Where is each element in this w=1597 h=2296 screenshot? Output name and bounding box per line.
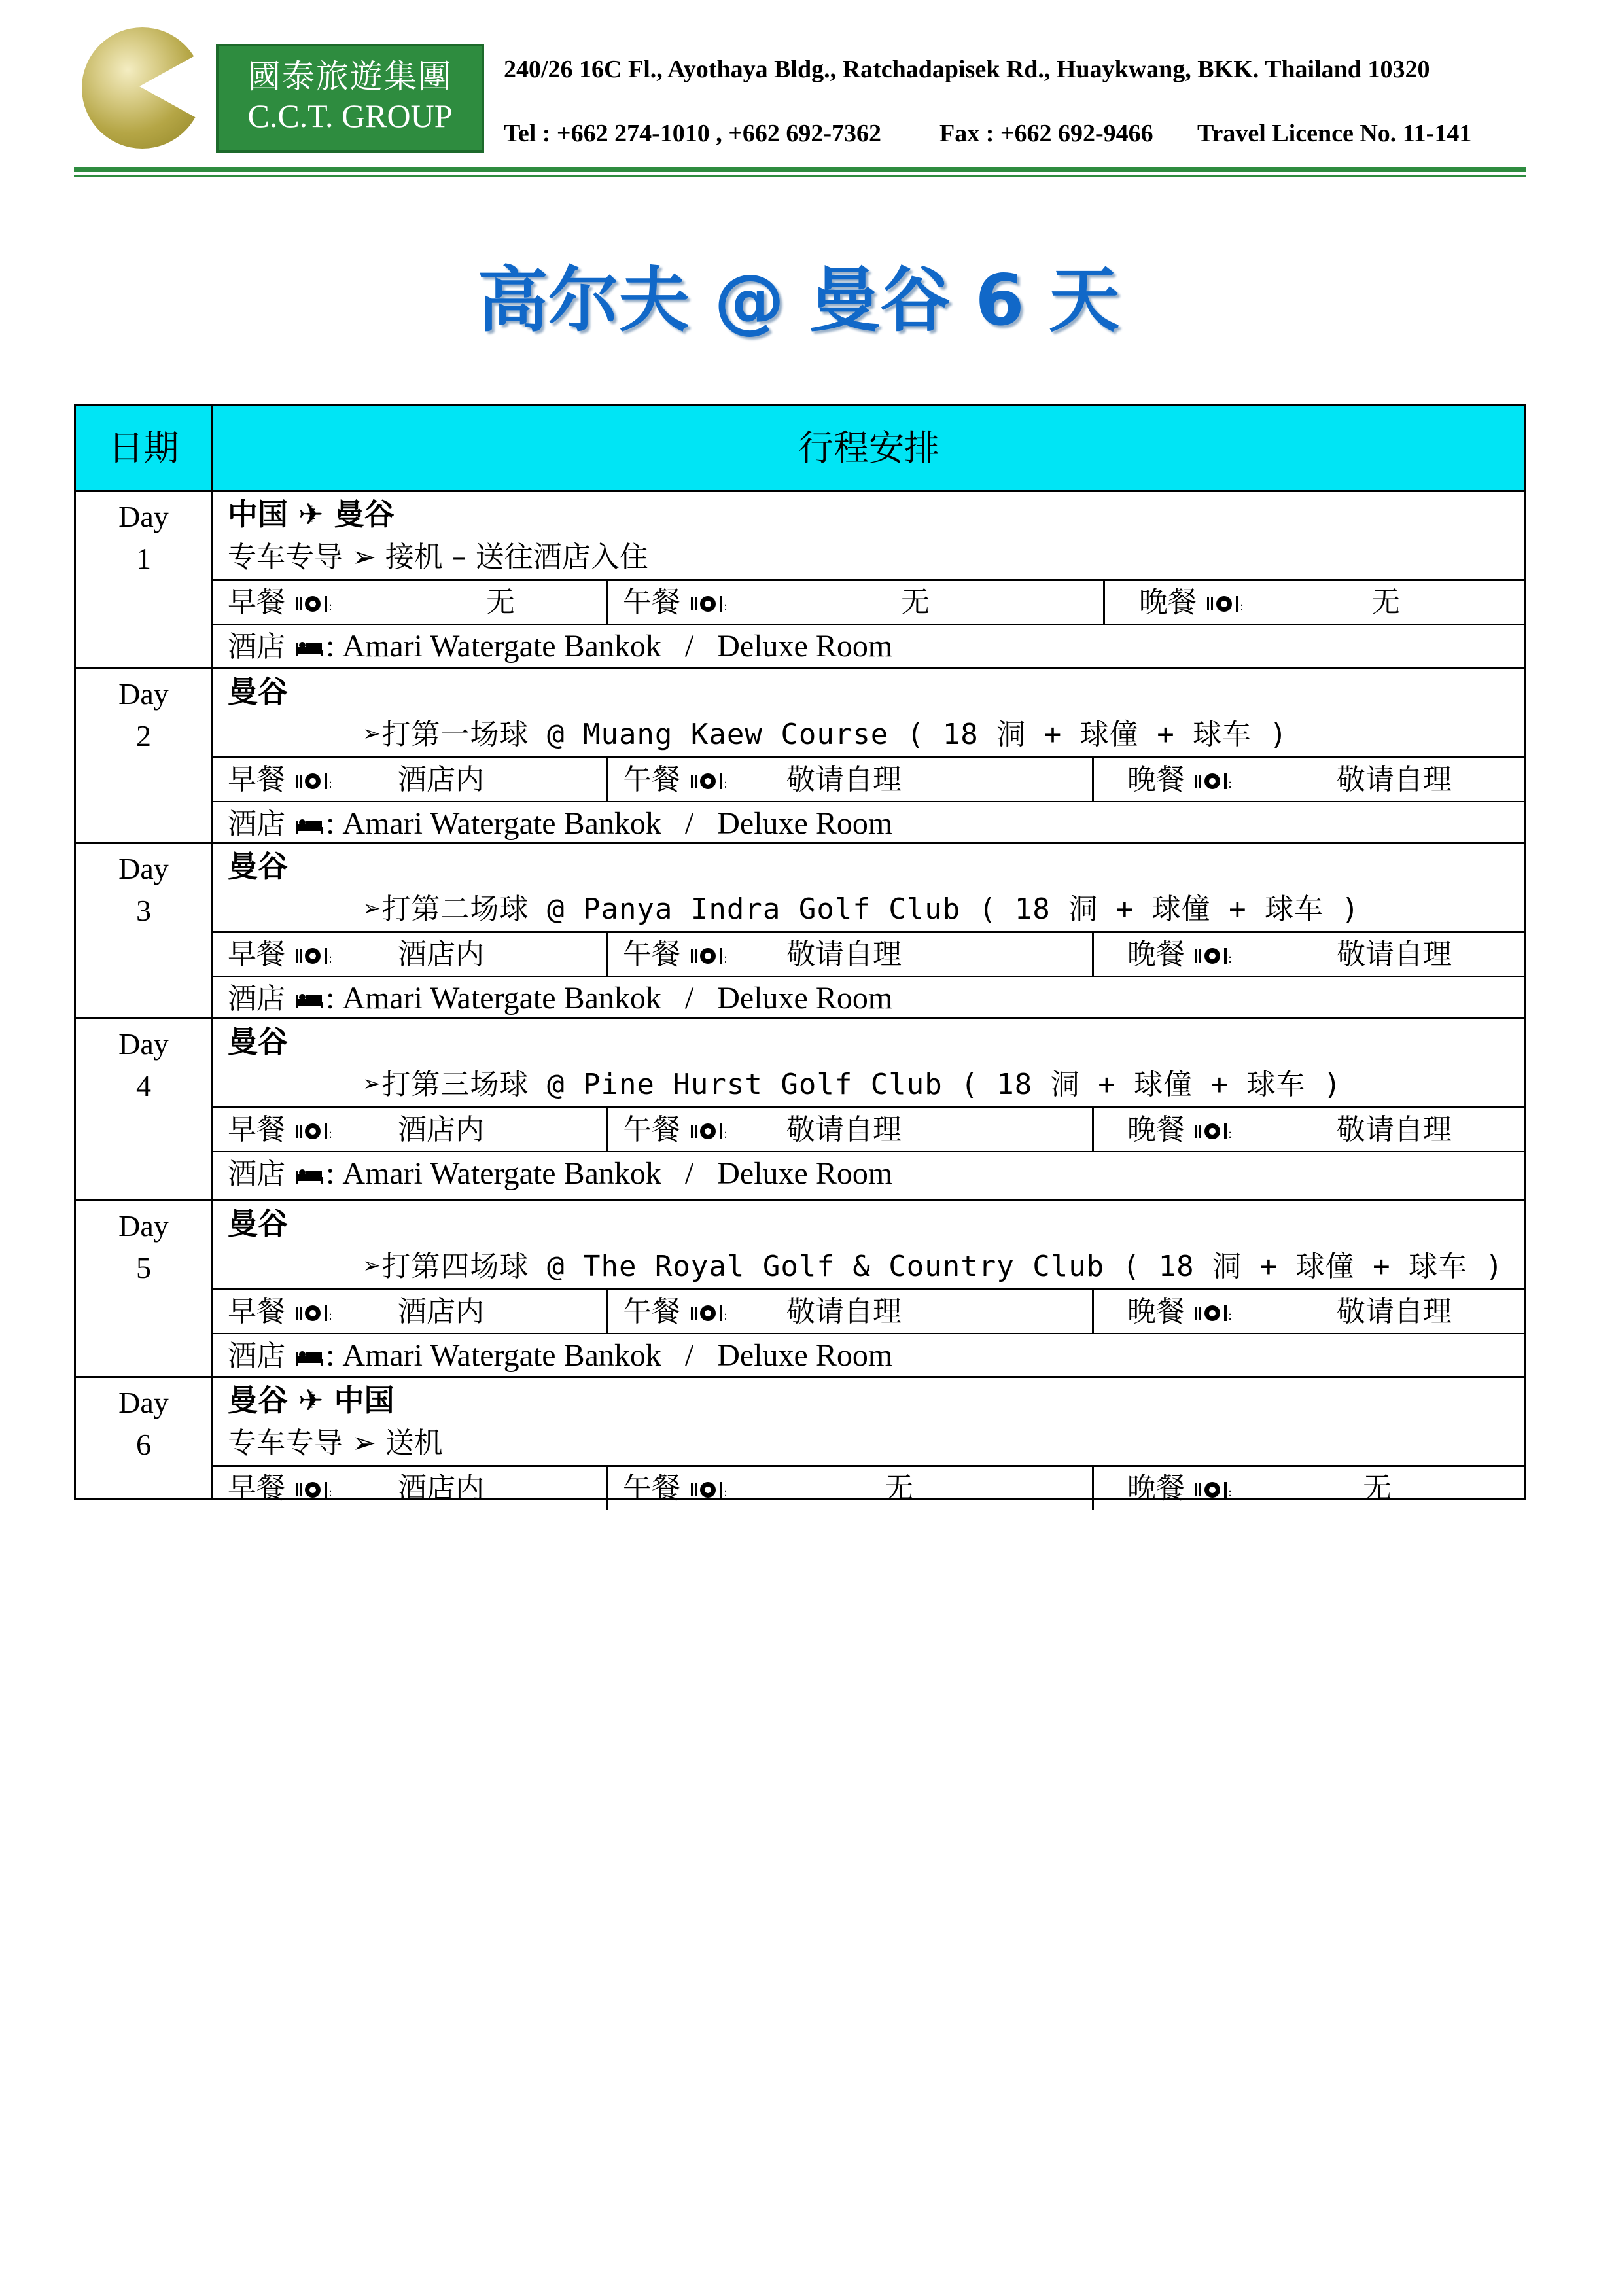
svg-text::: : [724,600,728,614]
hotel-line [228,977,892,1021]
meal-row-divider [213,756,1524,758]
day-row [76,842,1524,1017]
svg-text::: : [724,777,728,791]
meal-dinner [1127,1291,1520,1333]
meal-breakfast [228,934,620,976]
meal-icon [1194,1303,1231,1324]
meal-column-divider [1092,931,1094,976]
spacer [1185,1295,1194,1328]
meal-column-divider [1092,1288,1094,1333]
meal-breakfast-label: 早餐 [228,586,285,619]
meal-breakfast-label: 早餐 [228,938,285,971]
day-route: 曼谷 ✈ 中国 [228,1383,395,1418]
row-divider [76,1199,1524,1201]
spacer [285,630,294,663]
meal-dinner [1127,1468,1520,1510]
day-number: 5 [136,1251,151,1284]
day-row [76,1199,1524,1376]
meal-column-divider [1092,1106,1094,1151]
meal-dinner-label: 晚餐 [1127,1295,1185,1328]
meal-dinner-label: 晚餐 [1127,1472,1185,1505]
meal-breakfast [228,759,620,801]
meal-lunch [623,934,1015,976]
company-telephone: Tel : +662 274-1010 , +662 692-7362 [504,120,882,147]
meal-dinner-label: 晚餐 [1127,938,1185,971]
spacer [285,938,294,971]
meal-lunch-label: 午餐 [623,1113,680,1146]
meal-icon [1194,945,1231,966]
spacer [285,1157,294,1191]
hotel-line [228,625,892,669]
day-route: 曼谷 [228,674,288,709]
meal-dinner-label: 晚餐 [1127,763,1185,796]
meal-breakfast-value: 酒店内 [398,1472,484,1505]
spacer [1185,938,1194,971]
svg-text::: : [724,1127,728,1141]
hotel-label: 酒店 [228,982,285,1016]
meal-icon [1194,771,1231,792]
spacer [680,1113,690,1146]
meal-column-divider [1092,756,1094,801]
spacer [285,1113,294,1146]
meal-breakfast-value: 酒店内 [398,1295,484,1328]
row-divider [76,1376,1524,1378]
logo-badge [216,44,484,153]
svg-text::: : [724,1309,728,1323]
meal-lunch-value: 无 [901,586,930,619]
meal-lunch [623,1109,1015,1151]
bed-icon [294,990,326,1011]
meal-dinner-value: 敬请自理 [1337,1113,1452,1146]
meal-row-divider [213,1288,1524,1290]
svg-text::: : [1228,952,1233,966]
day-label: Day [118,500,169,533]
meal-dinner [1127,1109,1520,1151]
meal-row-divider [213,579,1524,581]
meal-lunch [623,759,1015,801]
meal-icon [690,1303,726,1324]
meal-breakfast-label: 早餐 [228,1472,285,1505]
hotel-name: : Amari Watergate Bankok / Deluxe Room [326,1156,893,1191]
day-row [76,667,1524,842]
spacer [285,1295,294,1328]
spacer [285,586,294,619]
spacer [680,586,690,619]
meal-lunch-value: 敬请自理 [786,763,902,796]
meal-breakfast-value: 酒店内 [398,763,484,796]
meal-icon [1194,1121,1231,1142]
meal-breakfast-label: 早餐 [228,1295,285,1328]
day-activity: 专车专导 ➢ 接机 – 送往酒店入住 [228,540,648,574]
meal-dinner-value: 敬请自理 [1337,938,1452,971]
day-activity: ➢打第四场球 @ The Royal Golf & Country Club ( 18 洞 + 球僮 + 球车 ) [364,1250,1504,1283]
row-divider [76,1017,1524,1019]
day-route: 曼谷 [228,1024,288,1059]
hotel-name: : Amari Watergate Bankok / Deluxe Room [326,981,893,1016]
meal-icon [294,771,331,792]
logo-chinese-name: 國泰旅遊集團 [248,58,452,96]
meal-dinner-label: 晚餐 [1127,1113,1185,1146]
row-divider [76,667,1524,669]
spacer [680,1295,690,1328]
hotel-label: 酒店 [228,1339,285,1373]
svg-text::: : [328,1127,333,1141]
spacer [1197,586,1206,619]
page-title: 高尔夫 @ 曼谷 6 天 [477,260,1120,342]
bed-icon [294,815,326,836]
logo-emblem-notch [139,48,208,124]
day-number: 1 [136,542,151,575]
spacer [1185,1472,1194,1505]
meal-dinner-value: 敬请自理 [1337,763,1452,796]
meal-lunch-label: 午餐 [623,938,680,971]
spacer [1185,763,1194,796]
meal-lunch-label: 午餐 [623,763,680,796]
hotel-name: : Amari Watergate Bankok / Deluxe Room [326,629,893,663]
svg-text::: : [724,952,728,966]
meal-icon [294,1121,331,1142]
spacer [285,1339,294,1373]
svg-text::: : [1228,1309,1233,1323]
header-itinerary: 行程安排 [798,427,939,468]
meal-icon [1206,593,1242,614]
meal-breakfast [228,1291,620,1333]
meal-lunch-value: 敬请自理 [786,1113,902,1146]
company-fax: Fax : +662 692-9466 [939,120,1153,147]
meal-breakfast [228,1109,620,1151]
meal-lunch-label: 午餐 [623,586,680,619]
meal-lunch [623,1291,1015,1333]
svg-text::: : [1228,1486,1233,1500]
day-route: 曼谷 [228,849,288,884]
day-number: 6 [136,1428,151,1461]
meal-dinner [1127,759,1520,801]
meal-breakfast [228,582,620,624]
spacer [680,938,690,971]
spacer [285,1472,294,1505]
day-activity: ➢打第一场球 @ Muang Kaew Course ( 18 洞 + 球僮 + 球车 ) [364,718,1288,751]
row-divider [76,842,1524,844]
meal-icon [690,945,726,966]
svg-text::: : [328,1309,333,1323]
spacer [285,763,294,796]
travel-licence: Travel Licence No. 11-141 [1197,120,1472,147]
itinerary-table [74,404,1526,1505]
meal-breakfast-value: 酒店内 [398,938,484,971]
meal-row-divider [213,1465,1524,1467]
hotel-name: : Amari Watergate Bankok / Deluxe Room [326,1338,893,1373]
meal-icon [294,593,331,614]
day-label: Day [118,1386,169,1419]
day-route: 曼谷 [228,1206,288,1241]
meal-icon [1194,1479,1231,1500]
meal-dinner-value: 无 [1363,1472,1392,1505]
day-activity: ➢打第三场球 @ Pine Hurst Golf Club ( 18 洞 + 球僮 + 球车 ) [364,1068,1342,1101]
meal-icon [690,771,726,792]
spacer [1185,1113,1194,1146]
meal-icon [690,1121,726,1142]
logo-english-name: C.C.T. GROUP [247,97,453,134]
meal-breakfast-value: 酒店内 [398,1113,484,1146]
day-row [76,1376,1524,1505]
meal-lunch [623,582,1015,624]
day-number: 3 [136,894,151,927]
meal-lunch-value: 敬请自理 [786,938,902,971]
spacer [285,982,294,1016]
spacer [680,763,690,796]
meal-column-divider [1103,579,1105,624]
bed-icon [294,638,326,659]
meal-lunch-label: 午餐 [623,1295,680,1328]
svg-text::: : [1228,777,1233,791]
svg-text::: : [328,952,333,966]
day-activity: 专车专导 ➢ 送机 [228,1426,443,1460]
header-divider-thin [74,175,1526,177]
day-label: Day [118,852,169,885]
meal-dinner-value: 无 [1371,586,1400,619]
header-date: 日期 [108,427,179,468]
meal-dinner [1139,582,1532,624]
meal-icon [690,593,726,614]
svg-text::: : [328,600,333,614]
hotel-line [228,802,892,846]
svg-text::: : [328,1486,333,1500]
meal-icon [690,1479,726,1500]
day-number: 2 [136,719,151,752]
hotel-label: 酒店 [228,807,285,841]
meal-column-divider [1092,1465,1094,1510]
meal-icon [294,1479,331,1500]
meal-lunch [623,1468,1015,1510]
day-row [76,1017,1524,1199]
hotel-name: : Amari Watergate Bankok / Deluxe Room [326,806,893,841]
meal-lunch-label: 午餐 [623,1472,680,1505]
hotel-line [228,1334,892,1378]
svg-text::: : [1228,1127,1233,1141]
svg-text::: : [724,1486,728,1500]
hotel-label: 酒店 [228,1157,285,1191]
meal-icon [294,945,331,966]
meal-lunch-value: 无 [885,1472,913,1505]
svg-text::: : [1240,600,1244,614]
meal-row-divider [213,1106,1524,1108]
meal-breakfast-value: 无 [486,586,515,619]
meal-dinner-value: 敬请自理 [1337,1295,1452,1328]
hotel-line [228,1152,892,1196]
day-label: Day [118,677,169,711]
meal-dinner [1127,934,1520,976]
day-label: Day [118,1027,169,1061]
meal-breakfast [228,1468,620,1510]
day-number: 4 [136,1069,151,1103]
day-row [76,490,1524,667]
meal-lunch-value: 敬请自理 [786,1295,902,1328]
spacer [285,807,294,841]
bed-icon [294,1347,326,1368]
day-route: 中国 ✈ 曼谷 [228,497,395,532]
hotel-label: 酒店 [228,630,285,663]
bed-icon [294,1165,326,1186]
company-address: 240/26 16C Fl., Ayothaya Bldg., Ratchadapisek Rd., Huaykwang, BKK. Thailand 10320 [504,56,1430,83]
meal-breakfast-label: 早餐 [228,1113,285,1146]
meal-breakfast-label: 早餐 [228,763,285,796]
svg-text::: : [328,777,333,791]
meal-dinner-label: 晚餐 [1139,586,1197,619]
spacer [680,1472,690,1505]
meal-row-divider [213,931,1524,933]
day-label: Day [118,1209,169,1243]
day-activity: ➢打第二场球 @ Panya Indra Golf Club ( 18 洞 + 球僮 + 球车 ) [364,892,1360,926]
header-divider [74,167,1526,172]
meal-icon [294,1303,331,1324]
